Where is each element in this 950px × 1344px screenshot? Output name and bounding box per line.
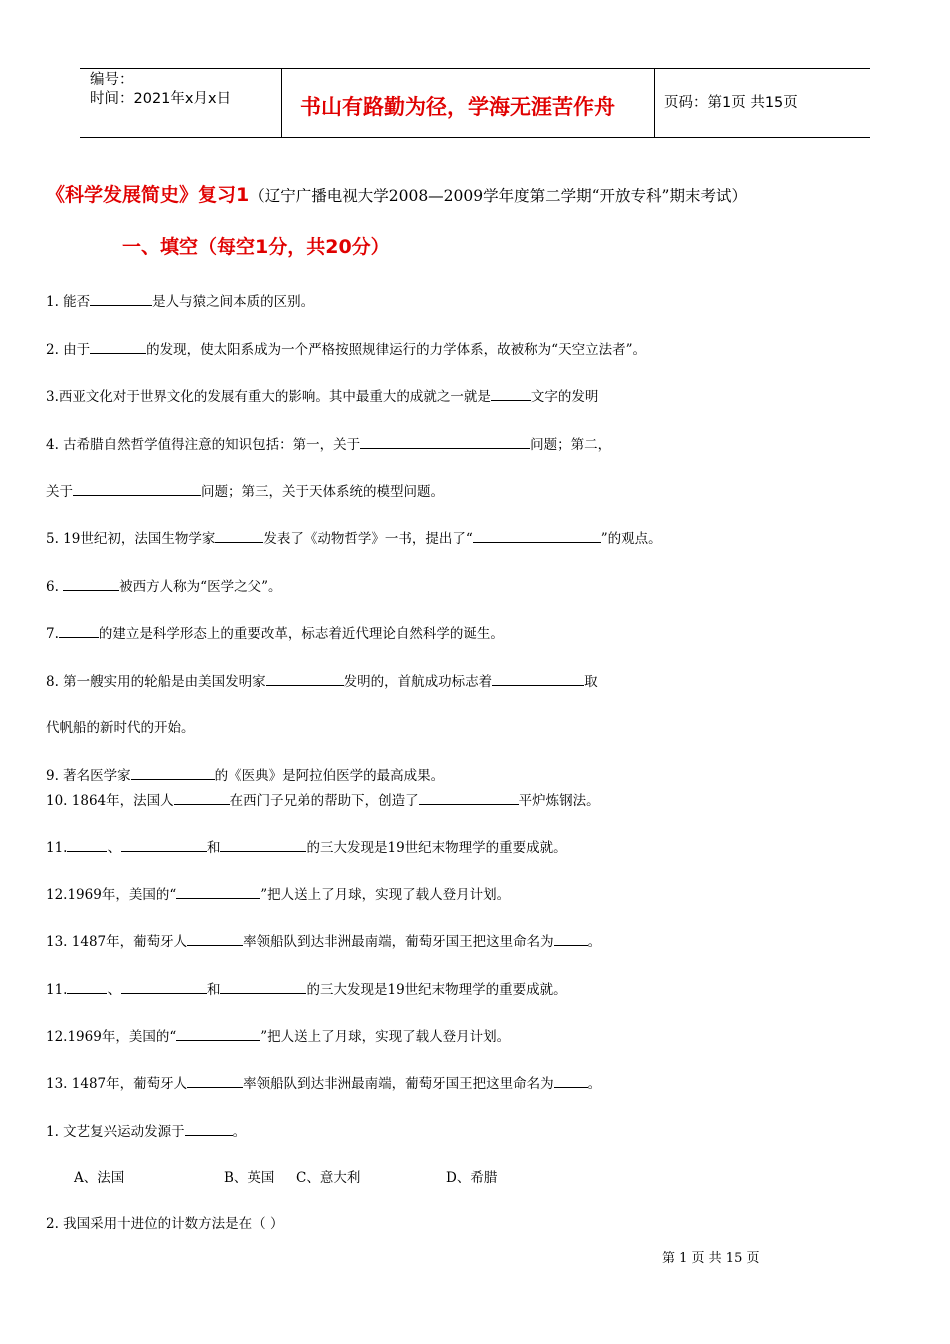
title-subtitle: （辽宁广播电视大学2008—2009学年度第二学期“开放专科”期末考试） [249,187,747,205]
answer-blank[interactable] [73,482,201,496]
question-2: 2. 由于 的发现，使太阳系成为一个严格按照规律运行的力学体系，故被称为“天空立法者”。 [46,342,646,358]
choice-options [74,1169,497,1187]
answer-blank[interactable] [220,838,306,852]
answer-blank[interactable] [215,529,263,543]
option-a[interactable]: A、法国 [74,1170,125,1186]
answer-blank[interactable] [174,791,230,805]
question-4: 4. 古希腊自然哲学值得注意的知识包括：第一，关于 问题；第二， [46,437,612,453]
header-divider [654,69,655,137]
choice-question-2: 2. 我国采用十进位的计数方法是在（ ） [46,1216,284,1232]
answer-blank[interactable] [121,980,207,994]
answer-blank[interactable] [59,624,99,638]
question-12: 12.1969年，美国的“ ”把人送上了月球，实现了载人登月计划。 [46,887,511,903]
answer-blank[interactable] [554,1074,588,1088]
option-d[interactable]: D、希腊 [446,1170,498,1186]
answer-blank[interactable] [473,529,601,543]
document-title [46,180,747,207]
answer-blank[interactable] [220,980,306,994]
answer-blank[interactable] [121,838,207,852]
answer-blank[interactable] [492,672,584,686]
option-b[interactable]: B、英国 [224,1170,275,1186]
question-4-cont: 关于 问题；第三，关于天体系统的模型问题。 [46,484,444,500]
question-9: 9. 著名医学家 的《医典》是阿拉伯医学的最高成果。 [46,768,445,784]
page-label: 页码：第1页 共15页 [664,95,798,111]
answer-blank[interactable] [176,885,260,899]
answer-blank[interactable] [491,387,531,401]
question-11-repeat: 11. 、 和 的三大发现是19世纪末物理学的重要成就。 [46,982,567,998]
answer-blank[interactable] [67,980,107,994]
question-7: 7. 的建立是科学形态上的重要改革，标志着近代理论自然科学的诞生。 [46,626,504,642]
question-5: 5. 19世纪初，法国生物学家 发表了《动物哲学》一书，提出了“ ”的观点。 [46,531,662,547]
answer-blank[interactable] [176,1027,260,1041]
answer-blank[interactable] [360,435,530,449]
page-footer: 第 1 页 共 15 页 [662,1251,760,1266]
answer-blank[interactable] [419,791,519,805]
answer-blank[interactable] [187,1074,243,1088]
answer-blank[interactable] [187,932,243,946]
question-10: 10. 1864年，法国人 在西门子兄弟的帮助下，创造了 平炉炼钢法。 [46,793,600,809]
choice-question-1: 1. 文艺复兴运动发源于 。 [46,1124,247,1140]
question-6: 6. 被西方人称为“医学之父”。 [46,579,282,595]
section-heading: 一、填空（每空1分，共20分） [122,236,390,258]
header-divider [281,69,282,137]
answer-blank[interactable] [67,838,107,852]
answer-blank[interactable] [185,1122,233,1136]
question-11: 11. 、 和 的三大发现是19世纪末物理学的重要成就。 [46,840,567,856]
question-8-cont: 代帆船的新时代的开始。 [46,720,195,736]
answer-blank[interactable] [63,577,119,591]
number-label: 编号： [90,72,134,88]
question-3: 3.西亚文化对于世界文化的发展有重大的影响。其中最重大的成就之一就是 文字的发明 [46,389,599,405]
title-main: 《科学发展简史》复习1 [46,184,250,206]
answer-blank[interactable] [90,340,146,354]
option-c[interactable]: C、意大利 [296,1170,361,1186]
answer-blank[interactable] [131,766,215,780]
motto: 书山有路勤为径，学海无涯苦作舟 [300,95,615,119]
question-1: 1. 能否 是人与猿之间本质的区别。 [46,294,315,310]
question-12-repeat: 12.1969年，美国的“ ”把人送上了月球，实现了载人登月计划。 [46,1029,511,1045]
question-13: 13. 1487年，葡萄牙人 率领船队到达非洲最南端，葡萄牙国王把这里命名为 。 [46,934,602,950]
answer-blank[interactable] [266,672,344,686]
question-8: 8. 第一艘实用的轮船是由美国发明家 发明的，首航成功标志着 取 [46,674,598,690]
question-13-repeat: 13. 1487年，葡萄牙人 率领船队到达非洲最南端，葡萄牙国王把这里命名为 。 [46,1076,602,1092]
answer-blank[interactable] [90,292,152,306]
time-label: 时间：2021年x月x日 [90,91,232,107]
answer-blank[interactable] [554,932,588,946]
